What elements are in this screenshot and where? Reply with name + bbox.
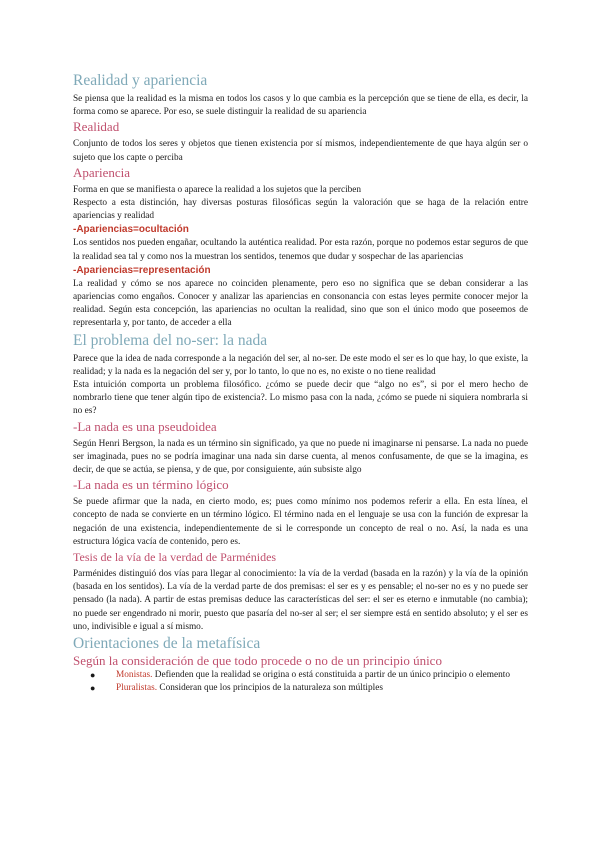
paragraph-ocultacion: Los sentidos nos pueden engañar, ocultando la auténtica realidad. Por esta razón, porque no podemos estar seguros de que la realidad sea tal y como nos la muestran los sentidos, tenemos que dudar y sospechar de las apariencias	[73, 238, 528, 262]
section-title-realidad-apariencia: Realidad y apariencia	[73, 72, 208, 89]
subheading-principio-unico: Según la consideración de que todo procede o no de un principio único	[73, 653, 442, 669]
paragraph-apariencia-postures: Respecto a esta distinción, hay diversas posturas filosóficas según la valoración que se haga de la relación entre apariencias y realidad	[73, 198, 528, 222]
definition-pluralistas: Consideran que los principios de la naturaleza son múltiples	[157, 683, 383, 694]
section-title-orientaciones: Orientaciones de la metafísica	[73, 635, 261, 653]
paragraph-termino-logico: Se puede afirmar que la nada, en cierto modo, es; pues como mínimo nos podemos referir a ella. En esta línea, el concepto de nada se convierte en un término lógico. El término nada en el lenguaje se usa con la función de expresar la negación de una existencia, independientemente de si le corresponde un concepto de real o no. Así, la nada es una estructura lógica vacía de contenido, pero es.	[73, 497, 528, 547]
paragraph-no-ser-2: Esta intuición comporta un problema filosófico. ¿cómo se puede decir que “algo no es”, si por el mero hecho de nombrarlo tiene que tener algún tipo de existencia?. Lo mismo pasa con la nada, ¿cómo se puede ni siquiera nombrarla si no es?	[73, 380, 528, 417]
paragraph-apariencia-definition: Forma en que se manifiesta o aparece la realidad a los sujetos que la perciben	[73, 184, 362, 195]
bullet-icon: ●	[90, 670, 96, 681]
term-pluralistas: Pluralistas.	[116, 683, 158, 694]
list-item-pluralistas	[73, 682, 528, 695]
section-title-problema-no-ser: El problema del no-ser: la nada	[73, 331, 268, 349]
heading-parmenides: Tesis de la vía de la verdad de Parménides	[73, 550, 277, 565]
paragraph-realidad: Conjunto de todos los seres y objetos que tienen existencia por sí mismos, independientemente de que haya algún ser o sujeto que los capte o perciba	[73, 139, 528, 163]
heading-termino-logico: -La nada es un término lógico	[73, 477, 229, 493]
bullet-icon: ●	[90, 683, 96, 694]
paragraph-representacion: La realidad y cómo se nos aparece no coinciden plenamente, pero eso no significa que se deban considerar a las apariencias como engaños. Conocer y analizar las apariencias en consonancia con estas leyes permite conocer mejor la realidad. Según esta concepción, las apariencias no ocultan la realidad, sino que son el único modo que poseemos de representarla y, por tanto, de acceder a ella	[73, 278, 528, 329]
paragraph-pseudoidea: Según Henri Bergson, la nada es un término sin significado, ya que no puede ni imaginarse ni pensarse. La nada no puede ser imaginada, pues no se podría imaginar una nada sin darse cuenta, al menos confusamente, de que se la imagina, es decir, de que se actúa, se piensa, y de que, por consiguiente, aún subsiste algo	[73, 438, 528, 476]
heading-apariencia: Apariencia	[73, 164, 131, 180]
list-item-monistas	[73, 669, 528, 682]
definition-monistas: Defienden que la realidad se origina o está constituida a partir de un único principio o elemento	[152, 670, 510, 681]
heading-realidad: Realidad	[73, 119, 120, 135]
paragraph-parmenides: Parménides distinguió dos vías para llegar al conocimiento: la vía de la verdad (basada en la razón) y la vía de la opinión (basada en los sentidos). La vía de la verdad parte de dos premisas: el ser es y es pensable; el no-ser no es y no puede ser pensado (la nada). A partir de estas premisas deduce las características del ser: el ser es eterno e inmutable (no cambia); no puede ser engendrado ni morir, puesto que pasaría del no-ser al ser; el ser siempre está en sentido absoluto; y el ser es uno, indivisible e igual a sí mismo.	[73, 569, 528, 632]
paragraph-intro: Se piensa que la realidad es la misma en todos los casos y lo que cambia es la percepción que se tiene de ella, es decir, la forma como se aparece. Por eso, se suele distinguir la realidad de su apariencia	[73, 94, 528, 118]
orientaciones-list	[73, 669, 528, 695]
heading-apariencias-representacion: -Apariencias=representación	[73, 264, 211, 276]
heading-pseudoidea: -La nada es una pseudoidea	[73, 418, 217, 434]
term-monistas: Monistas.	[116, 670, 153, 681]
paragraph-no-ser-1: Parece que la idea de nada corresponde a la negación del ser, al no-ser. De este modo el ser es lo que hay, lo que existe, la realidad; y la nada es la negación del ser y, por lo tanto, lo que no es, no existe o no tiene realidad	[73, 353, 528, 377]
heading-apariencias-ocultacion: -Apariencias=ocultación	[73, 224, 189, 236]
